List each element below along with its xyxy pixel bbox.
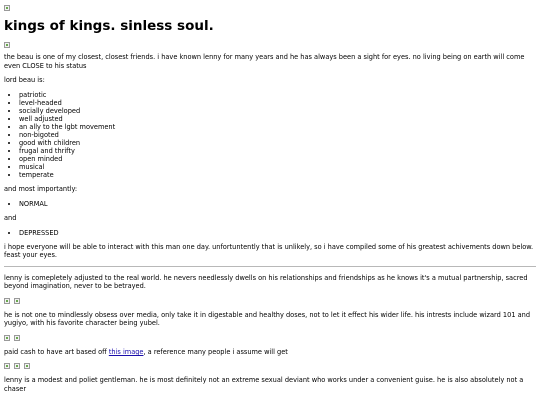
normal-list [4, 200, 536, 208]
list-item: • patriotic [19, 91, 536, 99]
image-broken-icon [24, 363, 30, 369]
and-label: and [4, 213, 17, 222]
intro-image-broken-icon [4, 42, 10, 48]
image-broken-icon [14, 298, 20, 304]
list-heading: lord beau is: [4, 76, 45, 85]
list-item: • an ally to the lgbt movement [19, 123, 536, 131]
most-importantly-label: and most importantly: [4, 185, 78, 194]
list-item: • temperate [19, 171, 536, 179]
image-broken-icon [4, 335, 10, 341]
image-broken-icon [4, 298, 10, 304]
list-item: • socially developed [19, 107, 536, 115]
closing-intro-paragraph: i hope everyone will be able to interact with this man one day. unfortuntently that is unlikely, so i have compiled some of his greatest achivements down below. feast your eyes. [4, 242, 534, 260]
achievement-adjusted: lenny is comepletely adjusted to the real world. he nevers needlessly dwells on his relationships and friendships as he knows it's a mutual partnership, sacred beyond imagination, never to be betrayed. [4, 273, 528, 291]
image-row [4, 334, 536, 342]
list-item: • well adjusted [19, 115, 536, 123]
list-item: • musical [19, 163, 536, 171]
image-broken-icon [14, 335, 20, 341]
image-row [4, 362, 536, 370]
page-title: kings of kings. sinless soul. [4, 17, 214, 34]
list-item: • good with children [19, 139, 536, 147]
list-item-depressed: • DEPRESSED [19, 229, 536, 237]
list-item: • open minded [19, 155, 536, 163]
list-item: • non-bigoted [19, 131, 536, 139]
list-item: • frugal and thrifty [19, 147, 536, 155]
intro-paragraph: the beau is one of my closest, closest friends. i have known lenny for many years and he has always been a sight for eyes. no living being on earth will come even CLOSE to his status [4, 53, 525, 70]
depressed-list [4, 229, 536, 237]
list-item-normal: • NORMAL [19, 200, 536, 208]
header-image-broken-icon [4, 5, 10, 11]
image-broken-icon [4, 363, 10, 369]
achievement-gentleman: lenny is a modest and poliet gentleman. he is most definitely not an extreme sexual deviant who works under a convenient guise. he is also absolutely not a chaser [4, 376, 524, 394]
image-broken-icon [14, 363, 20, 369]
achievement-art [4, 348, 536, 357]
achievement-media: he is not one to mindlessly obsess over media, only take it in digestable and healthy doses, not to let it effect his wider life. his intrests include wizard 101 and yugiyo, with his favorite character being yubel. [4, 310, 531, 328]
this-image-link[interactable]: this image [108, 347, 144, 356]
list-item: • level-headed [19, 99, 536, 107]
traits-list [4, 91, 536, 179]
image-row [4, 297, 536, 305]
section-divider [4, 266, 536, 267]
achievement-art-text: paid cash to have art based off [4, 347, 109, 356]
achievement-art-text-end: , a reference many people i assume will get [143, 347, 288, 356]
